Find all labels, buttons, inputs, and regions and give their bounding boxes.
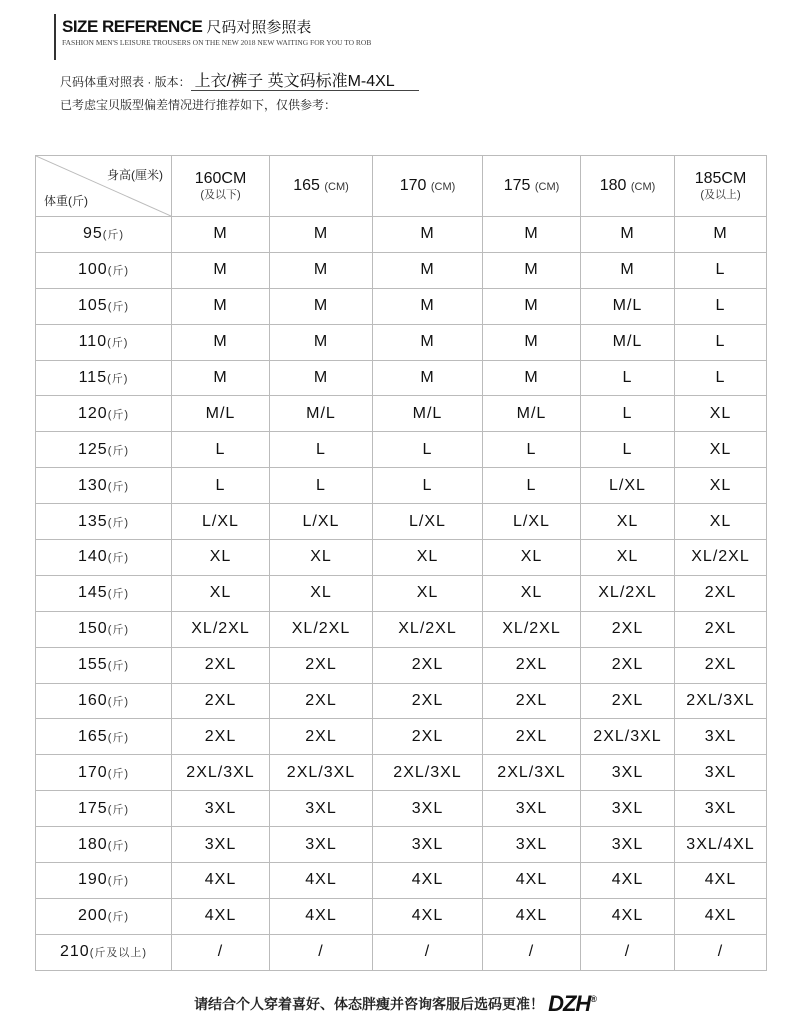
size-cell: M [373, 288, 483, 324]
size-cell: XL/2XL [172, 611, 270, 647]
weight-unit: (斤) [107, 911, 130, 924]
size-cell: 3XL [581, 791, 675, 827]
size-cell: 2XL/3XL [675, 683, 767, 719]
weight-cell [36, 432, 172, 468]
table-row [36, 719, 767, 755]
height-header [581, 156, 675, 217]
size-cell: 4XL [373, 898, 483, 934]
weight-value: 160 [77, 692, 108, 710]
size-cell: L [373, 432, 483, 468]
brand-logo [548, 991, 596, 1016]
weight-value: 130 [77, 476, 108, 494]
size-cell: L [373, 468, 483, 504]
size-cell: 3XL [483, 827, 581, 863]
table-row [36, 504, 767, 540]
weight-unit: (斤) [107, 373, 129, 385]
weight-unit: (斤) [107, 444, 130, 457]
size-cell: 2XL [581, 611, 675, 647]
weight-value: 165 [77, 727, 108, 745]
size-cell: / [483, 934, 581, 970]
size-cell: L [675, 288, 767, 324]
weight-unit: (斤及以上) [89, 947, 148, 960]
size-cell: M [172, 252, 270, 288]
size-cell: 4XL [270, 898, 373, 934]
size-cell: 3XL [373, 791, 483, 827]
table-row [36, 575, 767, 611]
weight-value: 180 [77, 835, 108, 853]
weight-cell [36, 719, 172, 755]
size-cell: M [270, 217, 373, 253]
registered-mark: ® [590, 993, 596, 1004]
size-cell: M [172, 360, 270, 396]
size-cell: 3XL [270, 827, 373, 863]
height-header [270, 156, 373, 217]
weight-value: 120 [77, 404, 108, 422]
size-cell: 2XL [270, 647, 373, 683]
weight-value: 190 [77, 871, 108, 889]
size-cell: L [172, 432, 270, 468]
size-cell: XL [675, 432, 767, 468]
size-cell: / [172, 934, 270, 970]
size-cell: 2XL [172, 683, 270, 719]
size-cell: 2XL [373, 683, 483, 719]
weight-value: 140 [77, 548, 108, 566]
table-row [36, 683, 767, 719]
size-cell: M [483, 324, 581, 360]
weight-cell [36, 540, 172, 576]
height-header [483, 156, 581, 217]
weight-value: 155 [77, 656, 108, 674]
size-cell: 2XL [581, 683, 675, 719]
size-cell: 4XL [675, 863, 767, 899]
size-cell: M [675, 217, 767, 253]
height-header [675, 156, 767, 217]
weight-cell [36, 217, 172, 253]
footer [0, 991, 790, 1017]
table-row [36, 934, 767, 970]
size-cell: / [373, 934, 483, 970]
table-row [36, 252, 767, 288]
weight-cell [36, 647, 172, 683]
table-row [36, 540, 767, 576]
weight-unit: (斤) [107, 696, 130, 709]
table-row [36, 791, 767, 827]
weight-value: 170 [77, 763, 108, 781]
table-row [36, 468, 767, 504]
weight-unit: (斤) [107, 875, 130, 888]
size-cell: M [373, 217, 483, 253]
size-cell: 2XL [675, 647, 767, 683]
size-cell: 3XL [172, 791, 270, 827]
size-cell: L [270, 468, 373, 504]
version-value: 上衣/裤子 英文码标准M-4XL [191, 73, 419, 91]
size-cell: 3XL [675, 755, 767, 791]
weight-value: 175 [77, 799, 108, 817]
footer-note: 请结合个人穿着喜好、体态胖瘦并咨询客服后选码更准！ [194, 996, 545, 1012]
weight-unit: (斤) [107, 480, 130, 493]
size-cell: L/XL [373, 504, 483, 540]
weight-value: 110 [78, 333, 108, 351]
weight-cell [36, 611, 172, 647]
weight-value: 210 [59, 943, 90, 961]
size-cell: / [675, 934, 767, 970]
size-cell: 3XL [581, 755, 675, 791]
size-cell: M/L [581, 324, 675, 360]
brand-name: DZH [548, 991, 591, 1016]
height-unit: (CM) [534, 181, 560, 193]
size-cell: XL/2XL [581, 575, 675, 611]
table-row [36, 755, 767, 791]
height-value: 175 [503, 177, 531, 194]
size-cell: M [172, 217, 270, 253]
table-row [36, 217, 767, 253]
size-cell: 4XL [172, 863, 270, 899]
size-cell: L/XL [270, 504, 373, 540]
table-row [36, 288, 767, 324]
weight-value: 125 [77, 440, 108, 458]
size-cell: 3XL/4XL [675, 827, 767, 863]
size-cell: 2XL/3XL [172, 755, 270, 791]
table-row [36, 324, 767, 360]
weight-cell [36, 288, 172, 324]
size-cell: L [675, 360, 767, 396]
size-cell: 3XL [675, 791, 767, 827]
size-cell: L/XL [581, 468, 675, 504]
size-cell: 4XL [270, 863, 373, 899]
size-cell: 2XL [675, 611, 767, 647]
height-qualifier: (及以下) [200, 189, 241, 201]
table-row [36, 898, 767, 934]
size-cell: 2XL [172, 719, 270, 755]
title-chinese: 尺码对照参照表 [206, 19, 312, 36]
weight-cell [36, 827, 172, 863]
size-cell: XL [675, 396, 767, 432]
size-cell: XL [172, 575, 270, 611]
table-row [36, 396, 767, 432]
size-cell: 3XL [373, 827, 483, 863]
height-unit: (CM) [630, 181, 656, 193]
recommendation-note: 已考虑宝贝版型偏差情况进行推荐如下，仅供参考： [60, 98, 337, 112]
size-cell: 4XL [581, 898, 675, 934]
height-axis-label: 身高(厘米) [107, 168, 163, 182]
height-value: 180 [599, 177, 627, 194]
weight-cell [36, 360, 172, 396]
size-cell: 4XL [581, 863, 675, 899]
height-header [373, 156, 483, 217]
size-cell: XL [675, 504, 767, 540]
size-cell: L [483, 432, 581, 468]
size-cell: L [581, 396, 675, 432]
size-cell: M [483, 252, 581, 288]
size-cell: 2XL [373, 647, 483, 683]
size-cell: 2XL [675, 575, 767, 611]
size-cell: XL [675, 468, 767, 504]
size-cell: XL/2XL [270, 611, 373, 647]
weight-cell [36, 791, 172, 827]
size-cell: XL [581, 504, 675, 540]
table-row [36, 863, 767, 899]
table-row [36, 611, 767, 647]
size-cell: 2XL [581, 647, 675, 683]
title-english: SIZE REFERENCE [62, 17, 203, 36]
weight-unit: (斤) [107, 516, 130, 529]
header [54, 14, 474, 62]
size-cell: XL [373, 575, 483, 611]
height-header [172, 156, 270, 217]
size-cell: M [270, 360, 373, 396]
weight-value: 200 [77, 907, 108, 925]
size-cell: M [581, 217, 675, 253]
size-cell: M/L [373, 396, 483, 432]
weight-value: 95 [82, 225, 103, 243]
weight-cell [36, 252, 172, 288]
weight-value: 100 [77, 261, 108, 279]
height-value: 185CM [694, 170, 747, 187]
size-cell: L [675, 324, 767, 360]
size-cell: M [172, 324, 270, 360]
weight-cell [36, 755, 172, 791]
corner-cell [36, 156, 172, 217]
size-cell: L/XL [483, 504, 581, 540]
weight-cell [36, 396, 172, 432]
size-cell: 3XL [172, 827, 270, 863]
size-cell: L [581, 432, 675, 468]
size-cell: M [483, 360, 581, 396]
height-qualifier: (及以上) [700, 189, 741, 201]
table-row [36, 647, 767, 683]
weight-cell [36, 504, 172, 540]
weight-cell [36, 324, 172, 360]
size-cell: 2XL [373, 719, 483, 755]
height-value: 170 [399, 177, 427, 194]
weight-unit: (斤) [107, 408, 130, 421]
size-cell: M [172, 288, 270, 324]
weight-unit: (斤) [107, 839, 130, 852]
size-cell: 4XL [483, 898, 581, 934]
weight-value: 115 [78, 369, 108, 386]
weight-unit: (斤) [107, 265, 130, 278]
weight-cell [36, 683, 172, 719]
size-cell: L [172, 468, 270, 504]
size-table [35, 155, 767, 971]
size-cell: M [270, 252, 373, 288]
weight-unit: (斤) [102, 229, 125, 242]
size-cell: 3XL [675, 719, 767, 755]
height-value: 165 [293, 177, 320, 194]
size-cell: 3XL [483, 791, 581, 827]
size-cell: 2XL [270, 683, 373, 719]
size-cell: 3XL [581, 827, 675, 863]
size-cell: 2XL [483, 647, 581, 683]
version-label: 尺码体重对照表 · 版本： [60, 75, 191, 89]
size-cell: XL [581, 540, 675, 576]
weight-unit: (斤) [107, 624, 130, 637]
size-cell: XL [483, 575, 581, 611]
weight-unit: (斤) [107, 337, 129, 350]
size-cell: 4XL [675, 898, 767, 934]
height-value: 160CM [194, 170, 247, 187]
size-cell: XL/2XL [675, 540, 767, 576]
subtitle: FASHION MEN'S LEISURE TROUSERS ON THE NEW 2018 NEW WAITING FOR YOU TO ROB [62, 38, 372, 47]
size-cell: 2XL [270, 719, 373, 755]
size-cell: 2XL/3XL [373, 755, 483, 791]
size-cell: M/L [172, 396, 270, 432]
size-cell: XL [270, 575, 373, 611]
table-row [36, 360, 767, 396]
size-cell: XL/2XL [373, 611, 483, 647]
weight-cell [36, 575, 172, 611]
size-cell: M [270, 324, 373, 360]
size-cell: 2XL/3XL [483, 755, 581, 791]
size-cell: 2XL [483, 719, 581, 755]
weight-value: 105 [77, 297, 108, 315]
version-line [60, 68, 419, 91]
size-cell: M [581, 252, 675, 288]
size-cell: M [483, 288, 581, 324]
size-cell: L [675, 252, 767, 288]
weight-cell [36, 934, 172, 970]
size-cell: L [483, 468, 581, 504]
weight-unit: (斤) [107, 767, 130, 780]
weight-cell [36, 898, 172, 934]
title-row [62, 16, 311, 37]
weight-cell [36, 468, 172, 504]
size-cell: 2XL/3XL [270, 755, 373, 791]
table-row [36, 432, 767, 468]
weight-value: 145 [77, 584, 108, 602]
size-cell: M [373, 252, 483, 288]
weight-axis-label: 体重(斤) [44, 194, 88, 208]
size-cell: M [373, 360, 483, 396]
size-cell: 2XL [172, 647, 270, 683]
size-cell: 2XL [483, 683, 581, 719]
size-cell: M [270, 288, 373, 324]
size-cell: L/XL [172, 504, 270, 540]
size-cell: L [581, 360, 675, 396]
height-unit: (CM) [430, 181, 456, 193]
size-cell: XL [483, 540, 581, 576]
size-cell: 4XL [373, 863, 483, 899]
header-row [36, 156, 767, 217]
size-cell: L [270, 432, 373, 468]
weight-unit: (斤) [107, 803, 130, 816]
size-cell: M [373, 324, 483, 360]
size-cell: M/L [483, 396, 581, 432]
size-cell: / [270, 934, 373, 970]
size-cell: 3XL [270, 791, 373, 827]
weight-unit: (斤) [107, 301, 130, 314]
weight-unit: (斤) [107, 731, 130, 744]
size-cell: M/L [581, 288, 675, 324]
size-cell: / [581, 934, 675, 970]
weight-unit: (斤) [107, 660, 130, 673]
weight-unit: (斤) [107, 552, 130, 565]
weight-value: 150 [77, 620, 108, 638]
size-cell: 4XL [483, 863, 581, 899]
size-cell: M/L [270, 396, 373, 432]
header-accent-bar [54, 14, 56, 60]
size-cell: XL [172, 540, 270, 576]
weight-unit: (斤) [107, 588, 130, 601]
weight-cell [36, 863, 172, 899]
size-cell: M [483, 217, 581, 253]
size-cell: 4XL [172, 898, 270, 934]
table-row [36, 827, 767, 863]
weight-value: 135 [77, 512, 108, 530]
size-cell: XL [270, 540, 373, 576]
size-cell: 2XL/3XL [581, 719, 675, 755]
size-cell: XL [373, 540, 483, 576]
size-cell: XL/2XL [483, 611, 581, 647]
height-unit: (CM) [324, 181, 349, 193]
